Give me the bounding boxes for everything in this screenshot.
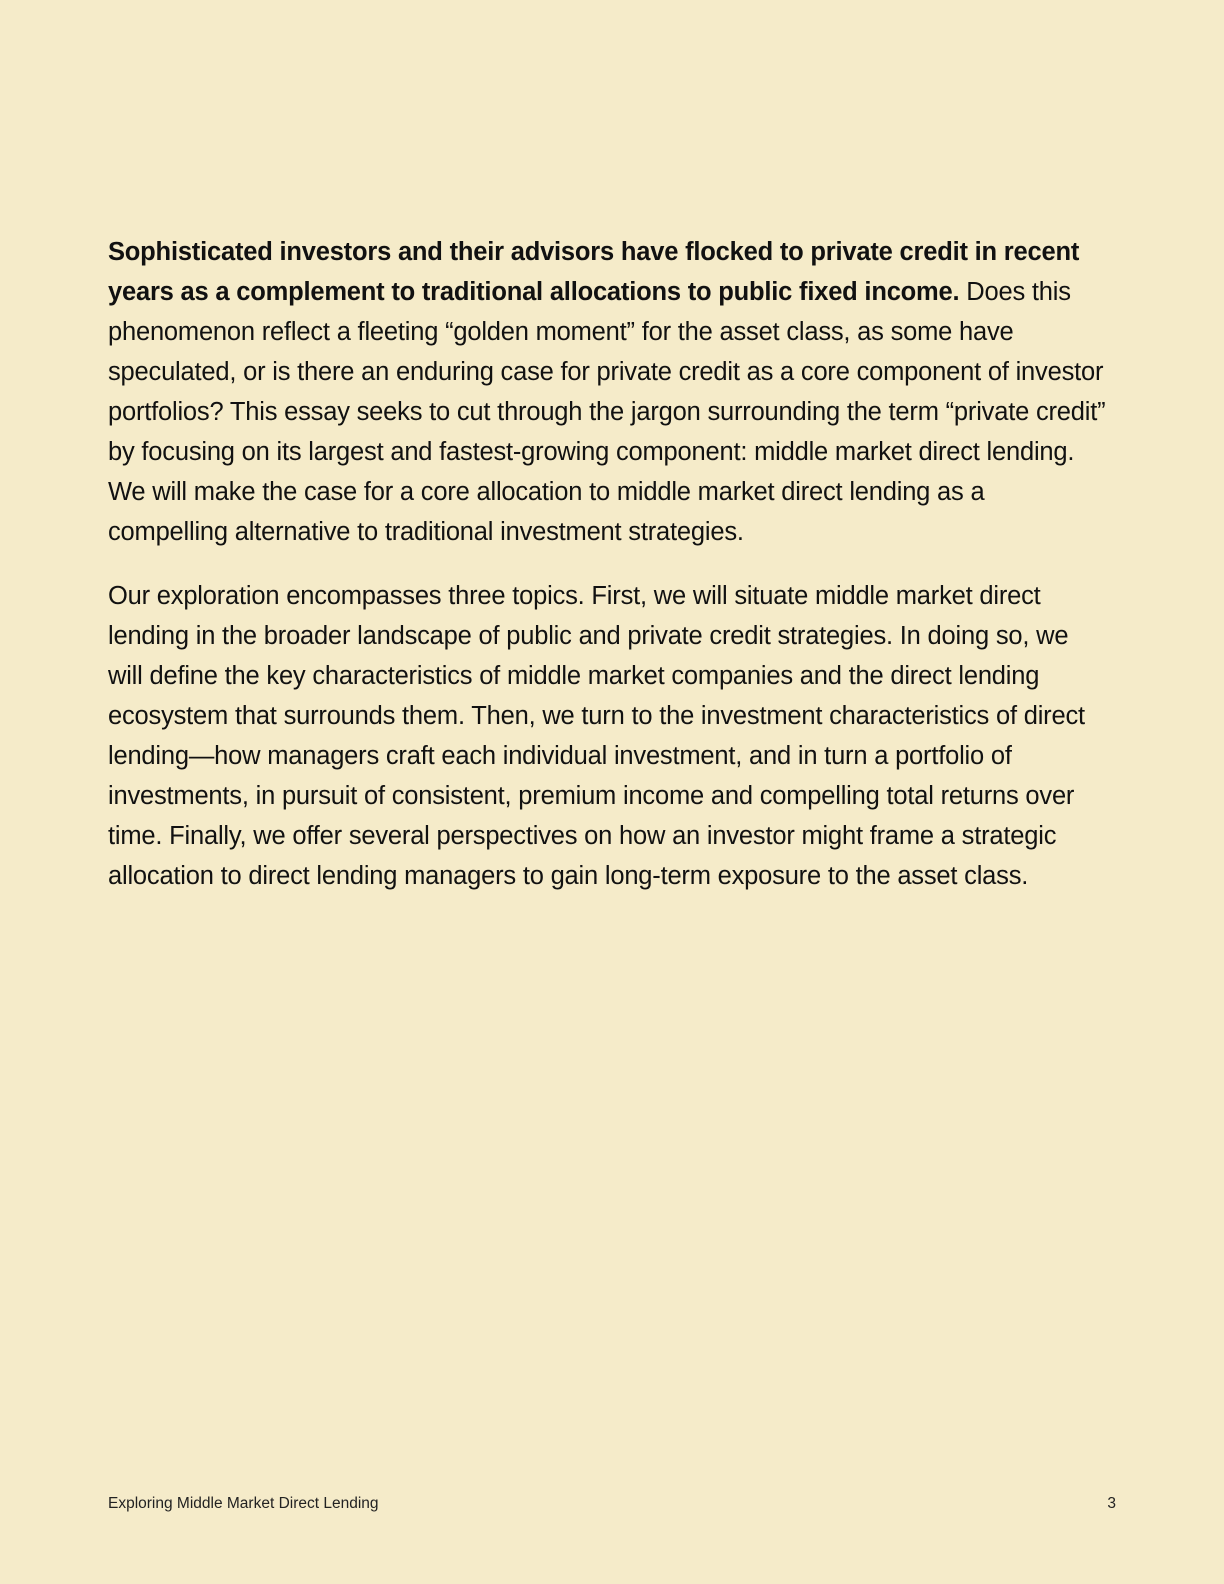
- main-content: [108, 232, 1108, 920]
- decorative-crossing-lines: [0, 1140, 900, 1390]
- intro-body-text: Does this phenomenon reflect a fleeting “golden moment” for the asset class, as some have speculated, or is there an enduring case for private credit as a core component of investor portfolios? This essay seeks to cut through the jargon surrounding the term “private credit” by focusing on its largest and fastest-growing component: middle market direct lending. We will make the case for a core allocation to middle market direct lending as a compelling alternative to traditional investment strategies.: [108, 278, 1106, 546]
- intro-paragraph: [108, 232, 1108, 552]
- footer-document-title: Exploring Middle Market Direct Lending: [108, 1495, 379, 1512]
- overview-paragraph: Our exploration encompasses three topics. First, we will situate middle market direct lending in the broader landscape of public and private credit strategies. In doing so, we will define the key characteristics of middle market companies and the direct lending ecosystem that surrounds them. Then, we turn to the investment characteristics of direct lending—how managers craft each individual investment, and in turn a portfolio of investments, in pursuit of consistent, premium income and compelling total returns over time. Finally, we offer several perspectives on how an investor might frame a strategic allocation to direct lending managers to gain long-term exposure to the asset class.: [108, 582, 1085, 890]
- footer-page-number: 3: [1107, 1495, 1116, 1512]
- intro-lead-sentence: Sophisticated investors and their advisors have flocked to private credit in recent years as a complement to traditional allocations to public fixed income.: [108, 238, 1080, 306]
